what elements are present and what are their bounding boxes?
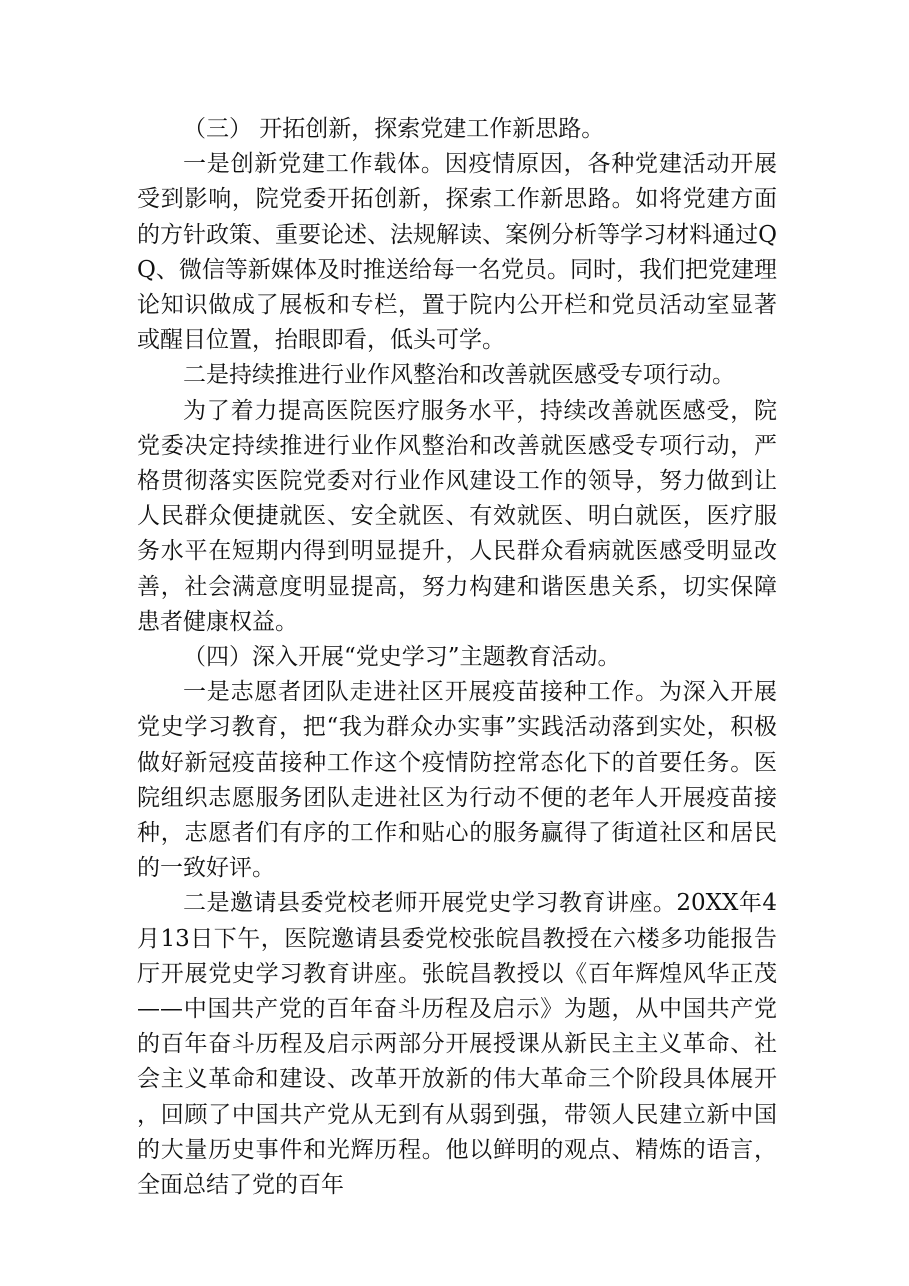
document-body — [137, 112, 777, 1203]
paragraph-carrier-innovation: 一是创新党建工作载体。因疫情原因，各种党建活动开展受到影响，院党委开拓创新，探索工作新思路。如将党建方面的方针政策、重要论述、法规解读、案例分析等学习材料通过QQ、微信等新媒体及时推送给每一名党员。同时，我们把党建理论知识做成了展板和专栏，置于院内公开栏和党员活动室显著或醒目位置，抬眼即看，低头可学。 — [137, 151, 777, 354]
paragraph-volunteer-vaccination: 一是志愿者团队走进社区开展疫苗接种工作。为深入开展党史学习教育，把“我为群众办实事”实践活动落到实处，积极做好新冠疫苗接种工作这个疫情防控常态化下的首要任务。医院组织志愿服务团队走进社区为行动不便的老年人开展疫苗接种，志愿者们有序的工作和贴心的服务赢得了街道社区和居民的一致好评。 — [137, 679, 777, 882]
section-heading-3: （三） 开拓创新，探索党建工作新思路。 — [183, 116, 605, 142]
paragraph-style-rectification-title: 二是持续推进行业作风整治和改善就医感受专项行动。 — [183, 362, 735, 389]
paragraph-party-history-lecture: 二是邀请县委党校老师开展党史学习教育讲座。20XX年4月13日下午，医院邀请县委党校张皖昌教授在六楼多功能报告厅开展党史学习教育讲座。张皖昌教授以《百年辉煌风华正茂——中国共产党的百年奋斗历程及启示》为题，从中国共产党的百年奋斗历程及启示两部分开展授课从新民主主义革命、社会主义革命和建设、改革开放新的伟大革命三个阶段具体展开，回顾了中国共产党从无到有从弱到强，带领人民建立新中国的大量历史事件和光辉历程。他以鲜明的观点、精炼的语言，全面总结了党的百年 — [137, 890, 777, 1199]
paragraph-medical-service: 为了着力提高医院医疗服务水平，持续改善就医感受，院党委决定持续推进行业作风整治和改善就医感受专项行动，严格贯彻落实医院党委对行业作风建设工作的领导，努力做到让人民群众便捷就医、安全就医、有效就医、明白就医，医疗服务水平在短期内得到明显提升，人民群众看病就医感受明显改善，社会满意度明显提高，努力构建和谐医患关系，切实保障患者健康权益。 — [137, 397, 777, 635]
section-heading-4: （四）深入开展“党史学习”主题教育活动。 — [183, 644, 621, 671]
